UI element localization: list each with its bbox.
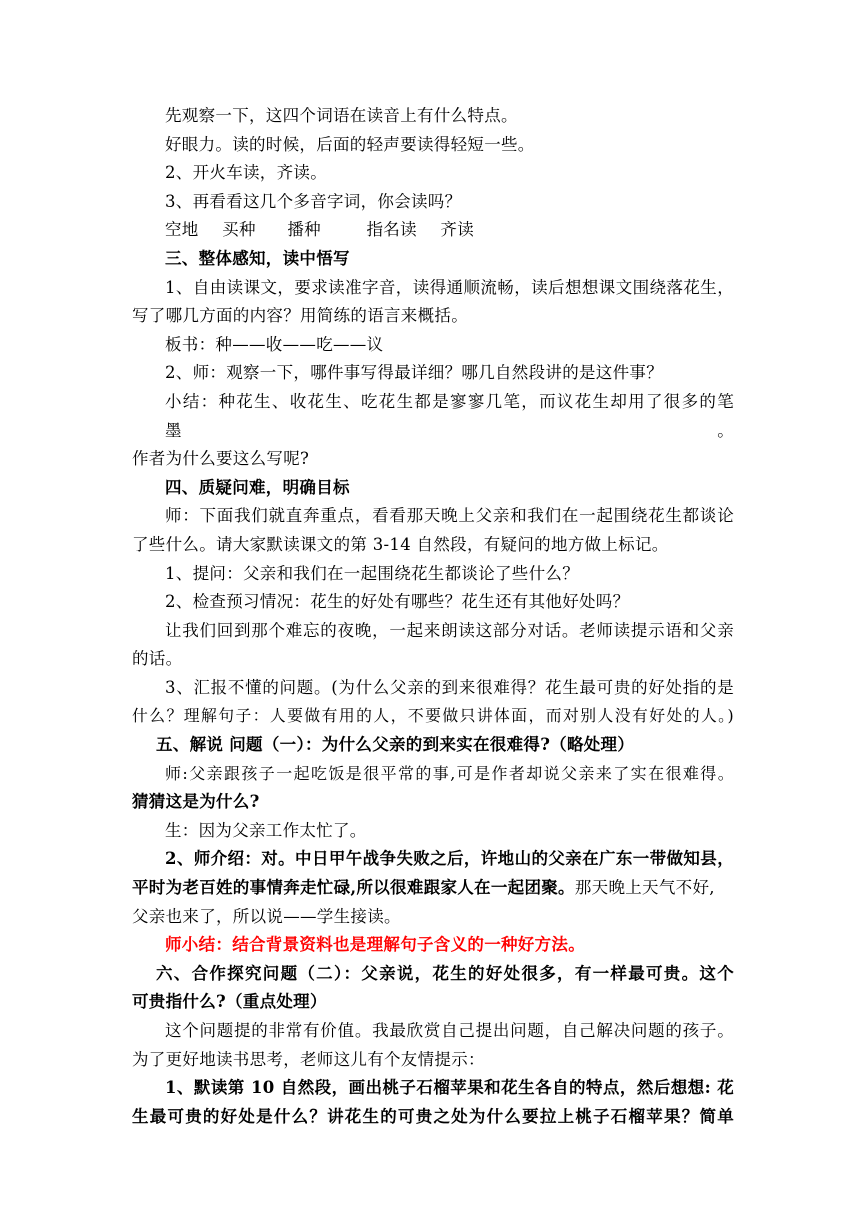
- paragraph-line: 什么？理解句子：人要做有用的人，不要做只讲体面，而对别人没有好处的人。): [132, 706, 734, 726]
- paragraph-line: 好眼力。读的时候，后面的轻声要读得轻短一些。: [165, 134, 535, 154]
- paragraph-line: 作者为什么要这么写呢?: [132, 449, 310, 469]
- paragraph-line: [132, 874, 734, 903]
- paragraph-line: 生最可贵的好处是什么？讲花生的可贵之处为什么要拉上桃子石榴苹果？简单: [132, 1106, 734, 1126]
- teacher-summary-red: 师小结：结合背景资料也是理解句子含义的一种好方法。: [165, 935, 585, 955]
- paragraph-line: 猜猜这是为什么?: [132, 792, 260, 812]
- paragraph-line: 师：下面我们就直奔重点，看看那天晚上父亲和我们在一起围绕花生都谈论: [165, 506, 734, 526]
- word-item: 齐读: [440, 220, 475, 240]
- paragraph-line: 师:父亲跟孩子一起吃饭是很平常的事,可是作者却说父亲来了实在很难得。: [165, 763, 734, 783]
- paragraph-line: 的话。: [132, 649, 183, 669]
- paragraph-line: 2、检查预习情况：花生的好处有哪些？花生还有其他好处吗？: [165, 592, 630, 612]
- paragraph-line: 为了更好地读书思考，老师这儿有个友情提示：: [132, 1049, 485, 1069]
- word-item: 买种: [222, 220, 256, 240]
- section-heading: 六、合作探究问题（二）：父亲说，花生的好处很多，有一样最可贵。这个: [156, 963, 734, 983]
- paragraph-line: 1、默读第 10 自然段，画出桃子石榴苹果和花生各自的特点，然后想想: 花: [165, 1078, 734, 1098]
- paragraph-line: 写了哪几方面的内容？用简练的语言来概括。: [132, 306, 468, 326]
- paragraph-line: 3、汇报不懂的问题。(为什么父亲的到来很难得？花生最可贵的好处指的是: [165, 677, 734, 697]
- word-item: 播种: [287, 220, 321, 240]
- paragraph-line: 了些什么。请大家默读课文的第 3-14 自然段，有疑问的地方做上标记。: [132, 534, 669, 554]
- paragraph-line: 3、再看看这几个多音字词，你会读吗？: [165, 191, 462, 211]
- section-heading: 五、解说 问题（一）：为什么父亲的到来实在很难得?（略处理）: [156, 735, 635, 755]
- bold-text: 平时为老百姓的事情奔走忙碌,所以很难跟家人在一起团聚。: [132, 878, 575, 898]
- section-heading-cont: 可贵指什么?（重点处理）: [132, 992, 327, 1012]
- word-item: 空地: [165, 220, 199, 240]
- paragraph-line: 1、提问：父亲和我们在一起围绕花生都谈论了些什么？: [165, 563, 579, 583]
- normal-text: 那天晚上天气不好,: [574, 878, 715, 898]
- section-heading: 四、质疑问难，明确目标: [165, 477, 350, 497]
- paragraph-line: 让我们回到那个难忘的夜晚，一起来朗读这部分对话。老师读提示语和父亲: [165, 620, 734, 640]
- section-heading: 三、整体感知，读中悟写: [165, 248, 350, 268]
- paragraph-line: 1、自由读课文，要求读准字音，读得通顺流畅，读后想想课文围绕落花生，: [165, 277, 734, 297]
- board-writing: 板书：种——收——吃——议: [165, 334, 384, 354]
- paragraph-line: 小结：种花生、收花生、吃花生都是寥寥几笔，而议花生却用了很多的笔墨。: [165, 391, 734, 440]
- paragraph-line: 这个问题提的非常有价值。我最欣赏自己提出问题，自己解决问题的孩子。: [165, 1021, 734, 1040]
- polyphone-word-list: [132, 216, 734, 245]
- paragraph-line: 2、师介绍：对。中日甲午战争失败之后，许地山的父亲在广东一带做知县，: [165, 849, 734, 869]
- paragraph-line: 生：因为父亲工作太忙了。: [165, 820, 367, 840]
- document-page: [132, 102, 734, 1131]
- paragraph-line: 父亲也来了，所以说——学生接读。: [132, 906, 401, 926]
- word-item: 指名读: [366, 220, 417, 240]
- paragraph-line: 2、开火车读，齐读。: [165, 163, 327, 183]
- paragraph-line: 先观察一下，这四个词语在读音上有什么特点。: [165, 106, 518, 125]
- paragraph-line: 2、师：观察一下，哪件事写得最详细？哪几自然段讲的是这件事？: [165, 363, 663, 383]
